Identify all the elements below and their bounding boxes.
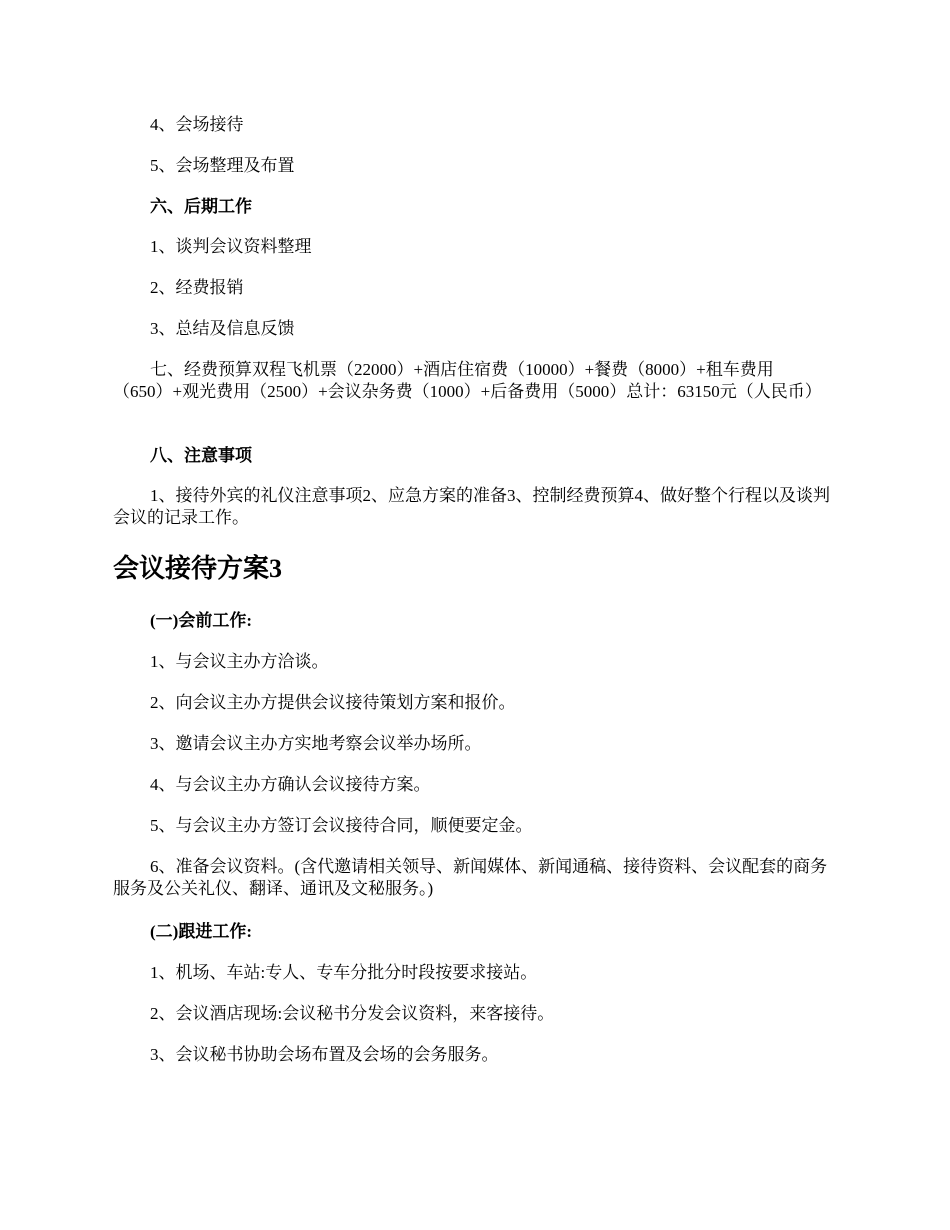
list-item: 2、会议酒店现场:会议秘书分发会议资料，来客接待。 — [150, 1004, 555, 1023]
paragraph-venue-reception: 4、会场接待 — [150, 115, 244, 134]
paragraph-budget: 七、经费预算双程飞机票（22000）+酒店住宿费（10000）+餐费（8000）+租车费用（650）+观光费用（2500）+会议杂务费（1000）+后备费用（5000）总计：63150元（人民币） — [113, 360, 822, 401]
paragraph-materials-organizing: 1、谈判会议资料整理 — [150, 237, 312, 256]
paragraph-summary-feedback: 3、总结及信息反馈 — [150, 319, 295, 338]
list-item: 5、与会议主办方签订会议接待合同，顺便要定金。 — [150, 816, 533, 835]
paragraph-notes-content: 1、接待外宾的礼仪注意事项2、应急方案的准备3、控制经费预算4、做好整个行程以及谈判会议的记录工作。 — [113, 486, 830, 527]
heading-follow-up-work: (二)跟进工作: — [150, 922, 252, 941]
list-item: 4、与会议主办方确认会议接待方案。 — [150, 775, 431, 794]
list-item: 1、与会议主办方洽谈。 — [150, 652, 329, 671]
section-title: 会议接待方案3 — [113, 554, 283, 583]
paragraph-expense-reimbursement: 2、经费报销 — [150, 278, 244, 297]
list-item: 3、邀请会议主办方实地考察会议举办场所。 — [150, 734, 482, 753]
heading-notes: 八、注意事项 — [150, 446, 252, 465]
list-item: 1、机场、车站:专人、专车分批分时段按要求接站。 — [150, 963, 538, 982]
list-item: 2、向会议主办方提供会议接待策划方案和报价。 — [150, 693, 516, 712]
list-item: 6、准备会议资料。(含代邀请相关领导、新闻媒体、新闻通稿、接待资料、会议配套的商务服务及公关礼仪、翻译、通讯及文秘服务。) — [113, 857, 828, 898]
heading-post-work: 六、后期工作 — [150, 197, 252, 216]
heading-pre-meeting-work: (一)会前工作: — [150, 611, 252, 630]
paragraph-venue-arrangement: 5、会场整理及布置 — [150, 156, 295, 175]
list-item: 3、会议秘书协助会场布置及会场的会务服务。 — [150, 1045, 499, 1064]
